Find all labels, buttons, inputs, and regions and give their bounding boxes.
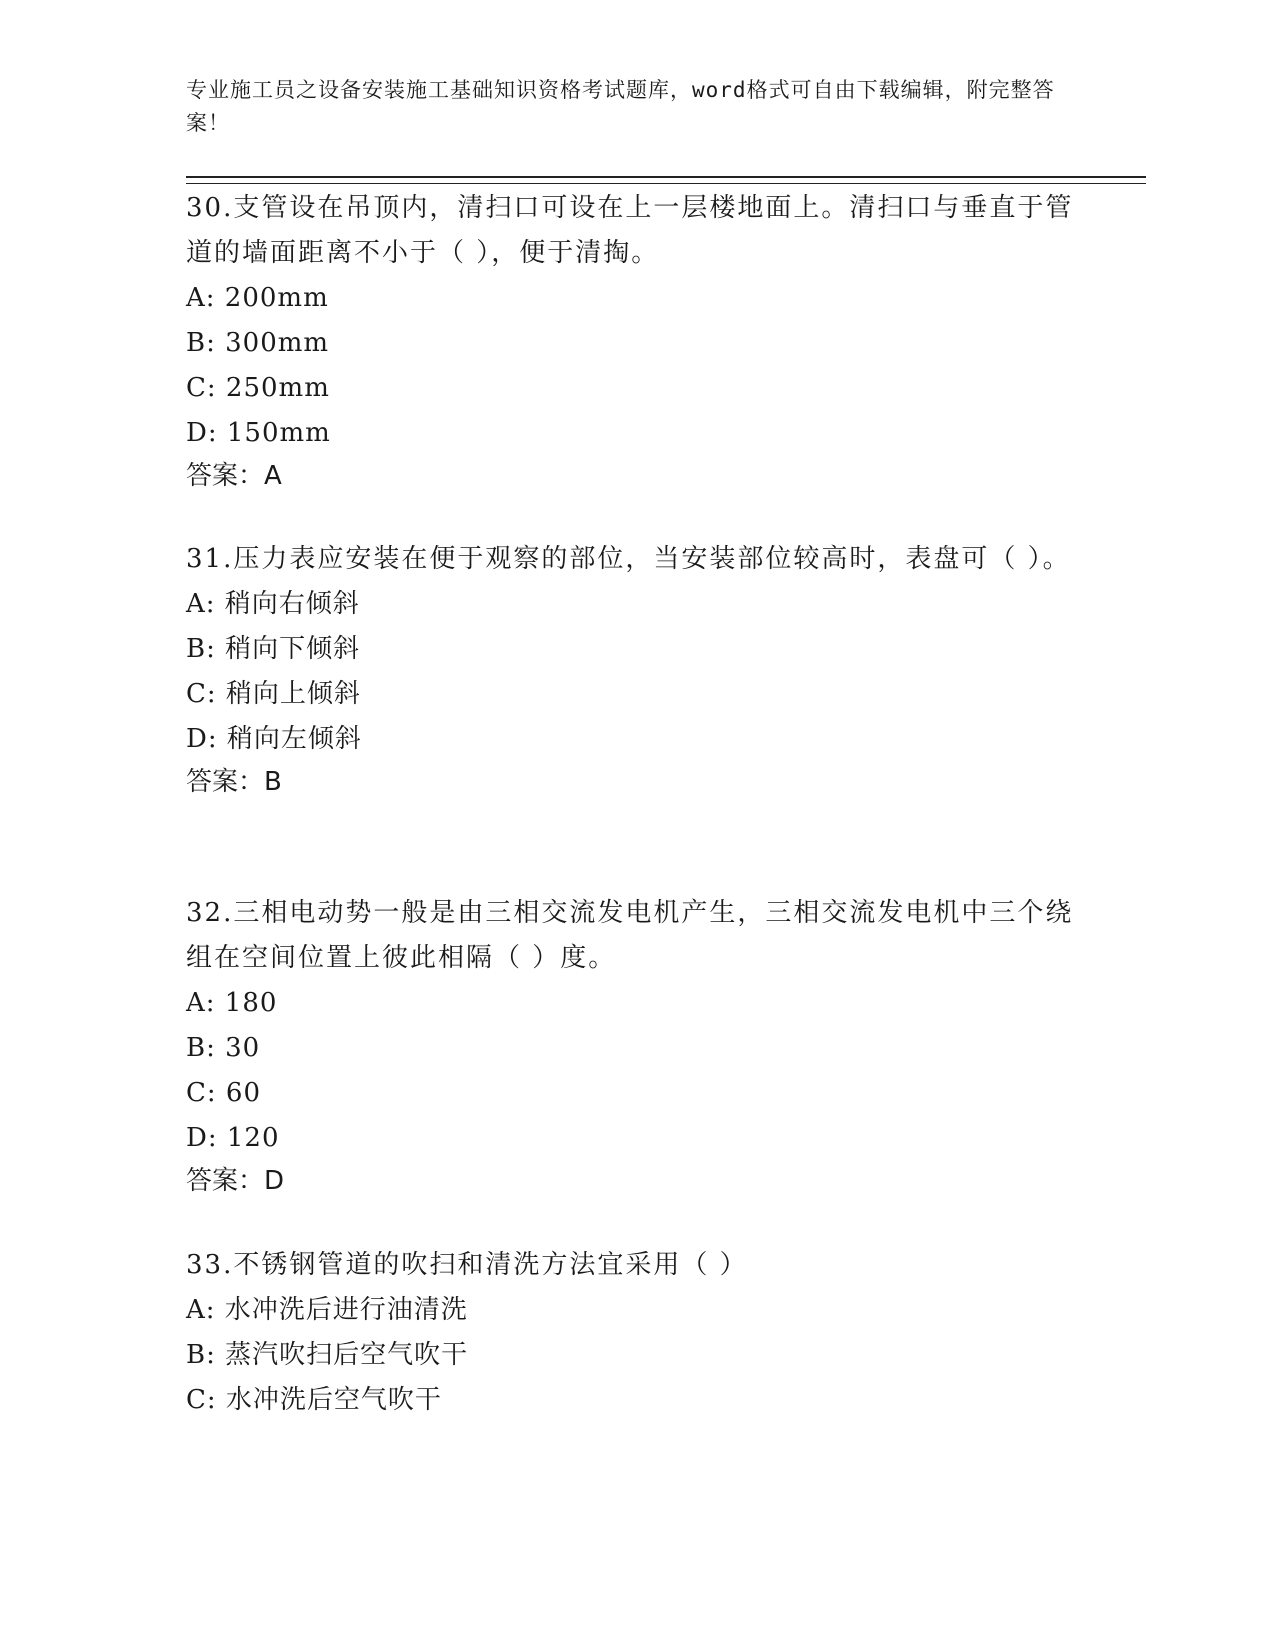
option-d: D: 稍向左倾斜	[186, 724, 362, 754]
option-b: B: 稍向下倾斜	[186, 634, 361, 664]
option-c: C: 水冲洗后空气吹干	[186, 1385, 442, 1415]
option-a: A: 水冲洗后进行油清洗	[186, 1295, 468, 1325]
option-a: A: 稍向右倾斜	[186, 589, 360, 619]
question-stem: 33.不锈钢管道的吹扫和清洗方法宜采用（ ）	[186, 1250, 748, 1280]
header-divider	[186, 176, 1146, 184]
answer-label: 答案：B	[186, 767, 282, 797]
document-header: 专业施工员之设备安装施工基础知识资格考试题库，word格式可自由下载编辑，附完整答案！	[186, 78, 1055, 135]
answer-label: 答案：D	[186, 1166, 285, 1196]
option-c: C: 250mm	[186, 373, 330, 403]
question-32	[186, 891, 1086, 1201]
question-31	[186, 537, 1086, 802]
option-d: D: 120	[186, 1123, 280, 1153]
question-stem: 31.压力表应安装在便于观察的部位，当安装部位较高时，表盘可（ ）。	[186, 544, 1071, 574]
option-d: D: 150mm	[186, 418, 331, 448]
option-c: C: 60	[186, 1078, 262, 1108]
option-a: A: 180	[186, 988, 278, 1018]
option-c: C: 稍向上倾斜	[186, 679, 361, 709]
question-stem: 30.支管设在吊顶内，清扫口可设在上一层楼地面上。清扫口与垂直于管道的墙面距离不小于（ ），便于清掏。	[186, 193, 1074, 268]
option-b: B: 蒸汽吹扫后空气吹干	[186, 1340, 469, 1370]
option-a: A: 200mm	[186, 283, 329, 313]
option-b: B: 300mm	[186, 328, 330, 358]
question-30	[186, 186, 1086, 496]
question-33	[186, 1243, 1086, 1423]
question-stem: 32.三相电动势一般是由三相交流发电机产生，三相交流发电机中三个绕组在空间位置上彼此相隔（ ）度。	[186, 898, 1074, 973]
option-b: B: 30	[186, 1033, 261, 1063]
answer-label: 答案：A	[186, 461, 282, 491]
